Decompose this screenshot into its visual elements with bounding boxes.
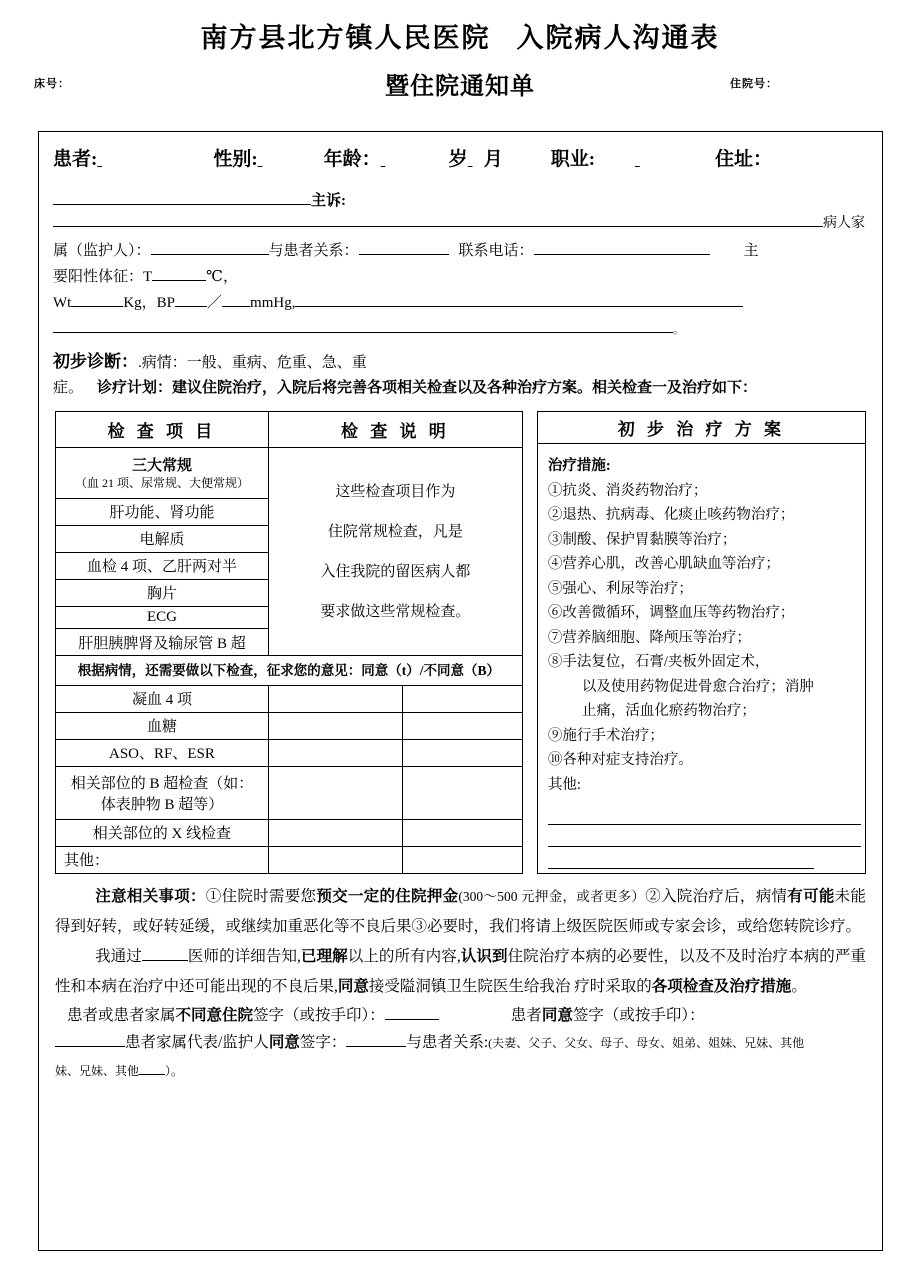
disagree-signature-field[interactable]: [385, 1005, 439, 1020]
form-body-frame: [38, 131, 883, 1251]
consent-p2c: 已理解: [300, 948, 348, 965]
exam-item-cell: 胸片: [56, 579, 269, 606]
exam-item-cell: 血检 4 项、乙肝两对半: [56, 552, 269, 579]
exam-item-cell: 电解质: [56, 525, 269, 552]
optional-exam-cell: 凝血 4 项: [56, 685, 269, 712]
treatment-other-write-lines: [548, 803, 861, 869]
admission-number-label: 住院号：: [730, 77, 778, 90]
agree-label-b: 同意: [541, 1007, 573, 1024]
treatment-item: ⑩各种对症支持治疗。: [547, 752, 693, 768]
routine-note-line: 住院常规检查，凡是: [327, 523, 463, 540]
consent-disagree-cell[interactable]: [403, 846, 522, 873]
weight-label: Wt: [53, 295, 72, 311]
notes-heading: 注意相关事项：: [95, 888, 206, 905]
agree-label-c: 签字（或按手印）：: [572, 1007, 705, 1024]
plan-label: 诊疗计划：: [97, 380, 173, 396]
consent-disagree-cell[interactable]: [403, 766, 522, 819]
chief-complaint-label: 主诉:: [311, 193, 346, 209]
rep-label-b: 同意: [268, 1034, 300, 1051]
temp-unit: ℃，: [206, 269, 238, 285]
notes-p1g: ③必要时，我们将请上级医院医师或专家会诊，或给您转院诊疗。: [411, 918, 862, 935]
signature-row-1: [55, 1002, 866, 1029]
table-row: [56, 819, 523, 846]
optional-exam-cell: 相关部位的 X 线检查: [56, 819, 269, 846]
table-row: [56, 739, 523, 766]
rep-label-a: 患者家属代表/监护人: [125, 1034, 269, 1051]
optional-exam-cell: [56, 766, 269, 819]
relation-tail: ）。: [165, 1064, 184, 1078]
exam-item-cell: 肝功能、肾功能: [56, 498, 269, 525]
notes-p1e: 有可能: [787, 888, 835, 905]
family-word: 病人家: [823, 216, 865, 231]
optional-exam-other-cell: 其他：: [56, 846, 269, 873]
routine-note-line: 入住我院的留医病人都: [320, 563, 471, 580]
treatment-item: ⑥改善微循环，调整血压等药物治疗；: [547, 605, 795, 621]
disagree-label-c: 签字（或按手印）：: [253, 1007, 385, 1024]
treatment-item: ⑦营养脑细胞、降颅压等治疗；: [547, 629, 751, 646]
exam-item-sub: （血 21 项、尿常规、大便常规）: [74, 475, 249, 490]
treatment-plan-row: [39, 372, 882, 397]
patient-identity-row: [39, 132, 882, 171]
rep-signature-field[interactable]: [346, 1032, 406, 1047]
bed-number-label: 床号：: [34, 77, 70, 90]
consent-p2h: 接受隘洞镇卫生院医生给我治 疗时采取的: [368, 978, 652, 995]
diagnosis-label: 初步诊断：: [53, 352, 138, 371]
consent-p2f: 住院治疗本病的必要性，以及不及时治疗本病的严重性和本病在治疗中还可能出现的不良后果,: [55, 948, 866, 995]
bp-separator: ／: [207, 295, 223, 311]
occupation-label: 职业:: [550, 149, 596, 170]
exam-table-header-row: [56, 412, 523, 448]
notes-p1f: 未能得到好转，或好转延缓，或继续加重恶化等不良后果: [55, 888, 866, 935]
vitals-label: 要阳性体征：T: [53, 269, 153, 285]
exam-item-cell: 肝胆胰脾肾及输尿管 B 超: [56, 629, 269, 656]
address-label: 住址：: [715, 149, 773, 170]
signature-row-2: [55, 1029, 866, 1057]
table-row: [56, 766, 523, 819]
table-row: [56, 448, 523, 499]
gender-label: 性别:: [213, 149, 258, 170]
exam-item-cell: ECG: [56, 606, 269, 629]
exam-and-treatment-section: [55, 411, 866, 874]
treatment-plan-header: 初 步 治 疗 方 案: [538, 412, 865, 444]
exam-item-main: 三大常规: [131, 457, 192, 474]
consent-p2e: 认识到: [460, 948, 508, 965]
treatment-item: ①抗炎、消炎药物治疗；: [547, 482, 708, 499]
examination-table: [55, 411, 523, 874]
notes-p1d: ②入院治疗后，病情: [645, 888, 788, 905]
consent-agree-cell[interactable]: [268, 739, 403, 766]
treatment-item: ⑧手法复位，石膏/夹板外固定术，: [547, 654, 770, 670]
write-line[interactable]: [548, 803, 861, 825]
bp-unit: mmHg,: [250, 295, 296, 311]
table-row: [56, 685, 523, 712]
relation-options-cont: 妹、兄妹、其他: [55, 1064, 140, 1078]
consent-p2a: 我通过: [95, 948, 142, 965]
agree-signature-field[interactable]: [55, 1032, 125, 1047]
consent-agree-cell[interactable]: [268, 712, 403, 739]
vitals-temperature-row: [39, 264, 882, 290]
relation-to-patient-label: 与患者关系:: [406, 1034, 489, 1051]
signature-section: [39, 1002, 882, 1085]
treatment-plan-column: [537, 411, 866, 874]
rep-label-c: 签字：: [299, 1034, 347, 1051]
important-notes-section: [39, 874, 882, 942]
optional-exam-sub: 体表肿物 B 超等）: [100, 796, 224, 813]
disagree-label-b: 不同意住院: [175, 1007, 254, 1024]
routine-exam-note: [268, 448, 522, 656]
treatment-item: ⑨施行手术治疗；: [547, 727, 664, 744]
optional-exam-cell: 血糖: [56, 712, 269, 739]
table-row: [56, 846, 523, 873]
optional-exam-main: 相关部位的 B 超检查（如：: [70, 775, 254, 792]
form-name: 入院病人沟通表: [516, 23, 720, 53]
signature-row-3: [55, 1057, 866, 1085]
consent-p2g: 同意: [337, 978, 369, 995]
plan-text: 建议住院治疗，入院后将完善各项相关检查以及各种治疗方案。相关检查一及治疗如下：: [172, 380, 758, 396]
consent-agree-cell[interactable]: [268, 766, 403, 819]
severity-tail: 症。: [53, 380, 84, 396]
treatment-item-continuation: 以及使用药物促进骨愈合治疗；消肿: [581, 678, 814, 695]
consent-p2j: 。: [791, 978, 807, 995]
relation-label: 与患者关系：: [268, 243, 359, 259]
exam-description-header: 检 查 说 明: [268, 412, 522, 448]
notes-p1b: 预交一定的住院押金: [316, 888, 459, 905]
notes-p1a: ①住院时需要您: [205, 888, 317, 905]
relation-other-field[interactable]: [139, 1060, 165, 1075]
treatment-plan-body: [538, 444, 865, 873]
treatment-other-label: 其他:: [547, 776, 581, 793]
treatment-item: ②退热、抗病毒、化痰止咳药物治疗；: [547, 507, 795, 523]
routine-note-line: 要求做这些常规检查。: [320, 603, 471, 620]
consent-p2d: 以上的所有内容,: [347, 948, 461, 965]
phone-label: 联系电话：: [458, 243, 534, 259]
weight-unit: Kg，BP: [123, 295, 176, 311]
exam-item-cell: [56, 448, 269, 499]
consent-p2i: 各项检查及治疗措施: [651, 978, 792, 995]
document-header: [0, 0, 920, 101]
age-months-unit: 月: [483, 149, 503, 170]
notes-p1c: (300～500 元押金，或者更多）: [458, 889, 646, 904]
vitals-weight-bp-row: [39, 290, 882, 316]
main-word: 主: [743, 243, 759, 259]
table-row: [56, 712, 523, 739]
consent-disagree-cell[interactable]: [403, 739, 522, 766]
complaint-blank-line-row: [39, 210, 882, 238]
consent-banner-row: [56, 656, 523, 685]
exam-items-header: 检 查 项 目: [56, 412, 269, 448]
agree-label-a: 患者: [510, 1007, 542, 1024]
relation-options: (夫妻、父子、父女、母子、母女、姐弟、姐妹、兄妹、其他: [488, 1036, 805, 1050]
write-line[interactable]: [548, 825, 861, 847]
age-label: 年龄：: [323, 149, 381, 170]
consent-agree-cell[interactable]: [268, 846, 403, 873]
optional-exam-cell: ASO、RF、ESR: [56, 739, 269, 766]
vitals-extra-line-row: [39, 316, 882, 343]
hospital-name: 南方县北方镇人民医院: [200, 23, 491, 53]
write-line[interactable]: [548, 847, 814, 869]
consent-agree-cell[interactable]: [268, 819, 403, 846]
condition-severity-text: .病情：一般、重病、危重、急、重: [138, 355, 367, 371]
consent-disagree-cell[interactable]: [403, 685, 522, 712]
period-mark: 。: [673, 324, 684, 336]
page-title: [0, 22, 920, 56]
patient-name-label: 患者:: [53, 149, 98, 170]
consent-agree-cell[interactable]: [268, 685, 403, 712]
guardian-label: 属（监护人）：: [53, 243, 151, 259]
treatment-item-continuation: 止痛，活血化瘀药物治疗；: [581, 703, 756, 719]
page-subtitle: 暨住院通知单: [385, 72, 535, 100]
treatment-item: ⑤强心、利尿等治疗；: [547, 580, 693, 597]
diagnosis-row: [39, 343, 882, 372]
consent-banner: 根据病情，还需要做以下检查，征求您的意见：同意（t）/不同意（B）: [56, 656, 523, 685]
chief-complaint-row: [39, 171, 882, 210]
guardian-row: [39, 238, 882, 264]
consent-disagree-cell[interactable]: [403, 712, 522, 739]
treatment-measures-label: 治疗措施:: [547, 458, 611, 474]
consent-disagree-cell[interactable]: [403, 819, 522, 846]
treatment-item: ③制酸、保护胃黏膜等治疗；: [547, 531, 737, 548]
routine-note-line: 这些检查项目作为: [335, 483, 456, 500]
disagree-label-a: 患者或患者家属: [67, 1007, 176, 1024]
age-years-unit: 岁: [448, 149, 468, 170]
treatment-item: ④营养心肌，改善心肌缺血等治疗；: [547, 556, 780, 572]
consent-statement-section: [39, 942, 882, 1002]
consent-p2b: 医师的详细告知,: [187, 948, 301, 965]
